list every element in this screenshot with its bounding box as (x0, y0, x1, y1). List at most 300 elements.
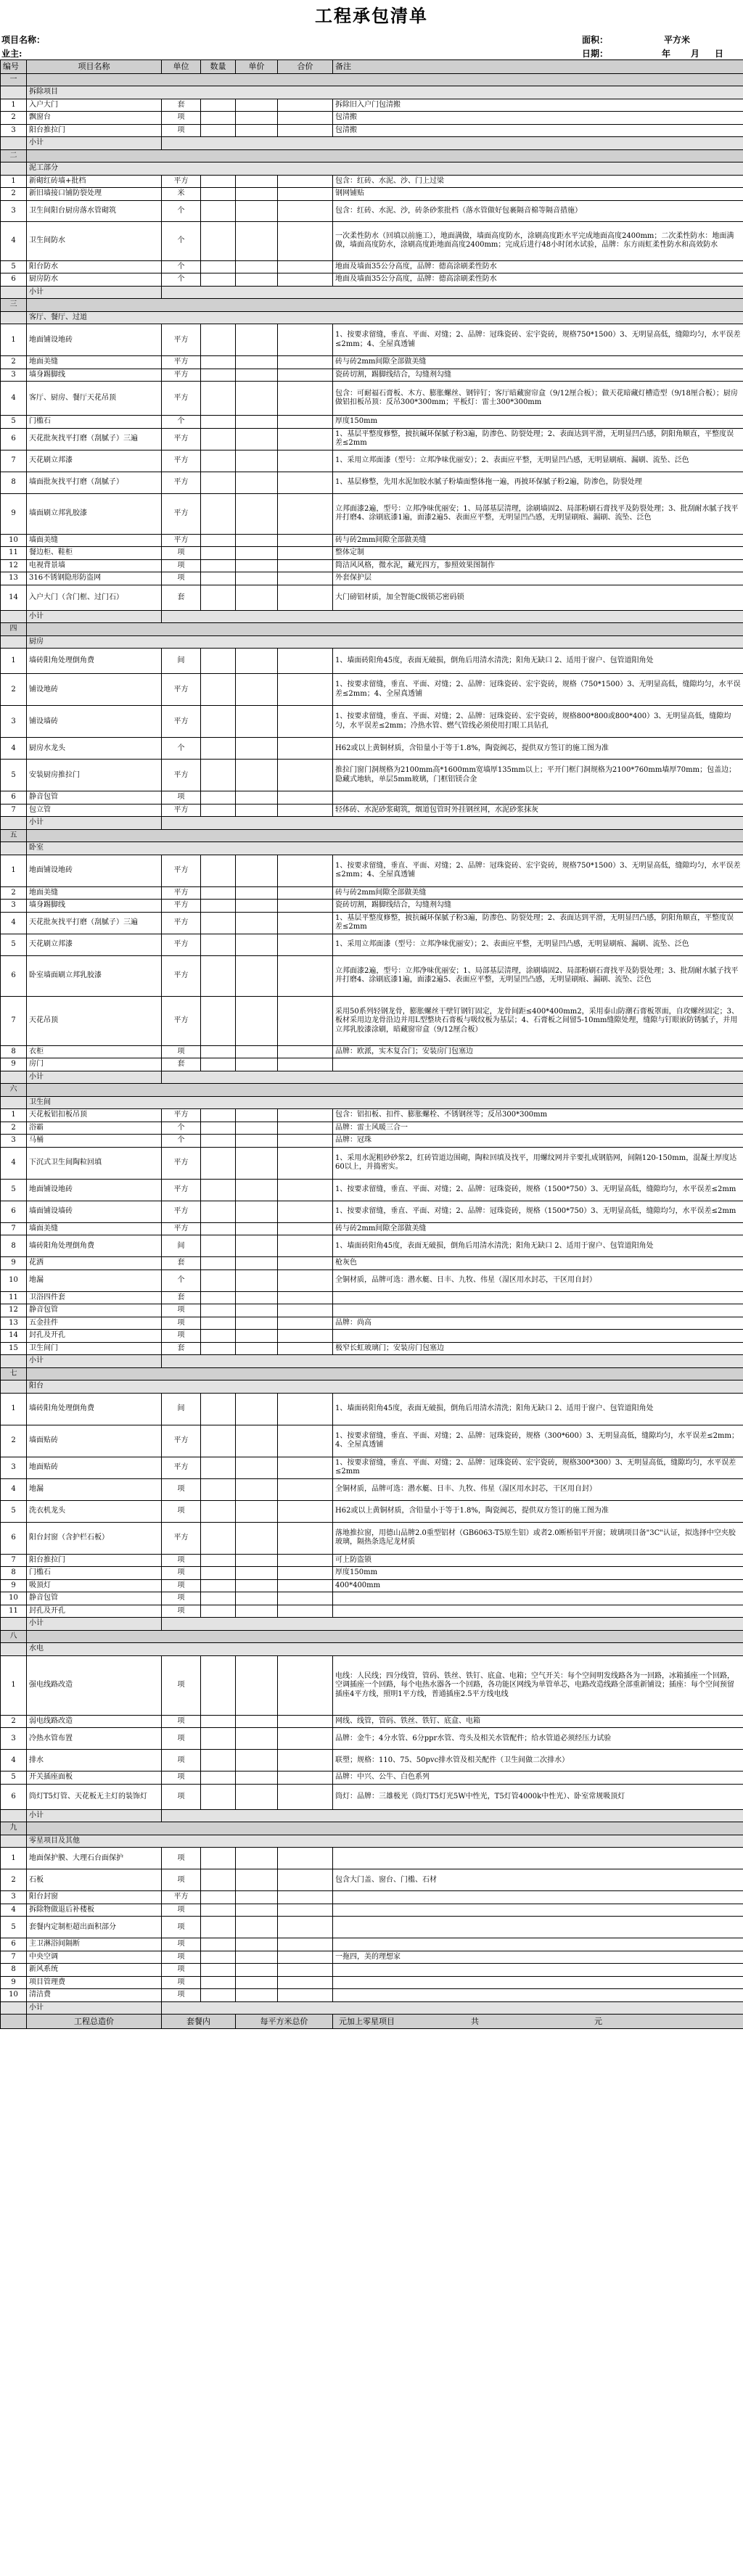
item-unit-price (236, 572, 278, 585)
item-unit-price (236, 1393, 278, 1425)
item-total-price (278, 1784, 333, 1809)
table-row (1, 534, 743, 547)
item-note (333, 1891, 743, 1904)
item-note: 枪灰色 (333, 1257, 743, 1270)
category-fill (27, 623, 743, 636)
item-unit-price (236, 1058, 278, 1071)
item-number: 10 (1, 1592, 27, 1605)
item-total-price (278, 534, 333, 547)
item-number: 8 (1, 1567, 27, 1580)
item-unit: 套 (162, 585, 201, 610)
grand-total-label: 工程总造价 (27, 2015, 162, 2029)
header-cell: 单位 (162, 60, 201, 74)
item-unit-price (236, 221, 278, 260)
item-unit: 套 (162, 1257, 201, 1270)
item-unit: 平方 (162, 493, 201, 534)
table-row (1, 200, 743, 221)
item-number: 1 (1, 1109, 27, 1122)
item-number: 6 (1, 955, 27, 996)
item-number: 5 (1, 260, 27, 273)
item-note: 外套保护层 (333, 572, 743, 585)
item-quantity (201, 1147, 236, 1179)
item-unit: 间 (162, 649, 201, 674)
item-number: 5 (1, 1500, 27, 1522)
item-name: 安装厨房推拉门 (27, 760, 162, 791)
item-name: 天花板铝扣板吊顶 (27, 1109, 162, 1122)
item-unit: 平方 (162, 356, 201, 369)
item-unit: 项 (162, 547, 201, 560)
item-total-price (278, 324, 333, 356)
item-note: 整体定制 (333, 547, 743, 560)
subsection-row (1, 842, 743, 855)
item-note: 1、墙面砖阳角45度，表面无破损，倒角后用清水清洗；阳角无缺口 2、适用于窗户、包管道阳角处 (333, 649, 743, 674)
table-row (1, 1304, 743, 1317)
subtotal-row (1, 610, 743, 623)
table-row (1, 1179, 743, 1201)
item-number: 9 (1, 1976, 27, 1989)
item-total-price (278, 188, 333, 201)
table-row (1, 416, 743, 429)
item-total-price (278, 1291, 333, 1304)
item-note: 砖与砖2mm间隙全部做美缝 (333, 1222, 743, 1235)
item-unit: 平方 (162, 472, 201, 493)
item-note: 钢网铺贴 (333, 188, 743, 201)
extra-label: 元加上零星项目 (339, 2017, 395, 2027)
item-name: 地面铺设地砖 (27, 1179, 162, 1201)
item-note: 简洁风风格，微水泥，藏光四方，参照效果图制作 (333, 559, 743, 572)
item-total-price (278, 1222, 333, 1235)
item-name: 阳台封窗 (27, 1891, 162, 1904)
table-row (1, 382, 743, 416)
item-note: 推拉门窗门洞规格为2100mm高*1600mm宽墙厚135mm以上；平开门框门洞规格为2100*760mm墙厚70mm；包盖边；隐藏式地轨，单层5mm玻璃，门框铝镁合金 (333, 760, 743, 791)
item-total-price (278, 356, 333, 369)
table-row (1, 1478, 743, 1500)
item-quantity (201, 450, 236, 472)
item-quantity (201, 1291, 236, 1304)
header-cell: 数量 (201, 60, 236, 74)
item-total-price (278, 99, 333, 112)
item-note (333, 1917, 743, 1938)
item-unit-price (236, 1605, 278, 1618)
item-name: 卫浴四件套 (27, 1291, 162, 1304)
per-sqm-label: 每平方米总价 (260, 2016, 308, 2026)
item-name: 餐边柜、鞋柜 (27, 547, 162, 560)
item-unit: 个 (162, 416, 201, 429)
item-quantity (201, 1179, 236, 1201)
item-number: 10 (1, 1989, 27, 2002)
table-row (1, 124, 743, 137)
item-quantity (201, 706, 236, 738)
item-unit-price (236, 1304, 278, 1317)
table-row (1, 912, 743, 934)
item-note: 1、基层修整，先用水泥加胶水腻子粉墙面整体拖一遍，再披环保腻子粉2遍，防渗色，防裂处理 (333, 472, 743, 493)
item-unit: 平方 (162, 934, 201, 955)
item-unit-price (236, 1045, 278, 1058)
item-unit-price (236, 760, 278, 791)
item-quantity (201, 1522, 236, 1554)
item-unit: 项 (162, 1304, 201, 1317)
item-quantity (201, 1201, 236, 1222)
table-row (1, 900, 743, 913)
table-row (1, 955, 743, 996)
item-name: 天花批灰找平打磨（刮腻子）三遍 (27, 428, 162, 450)
meta-row-1 (0, 32, 743, 46)
item-name: 新砌红砖墙+批档 (27, 175, 162, 188)
item-unit: 平方 (162, 760, 201, 791)
item-name: 衣柜 (27, 1045, 162, 1058)
item-unit: 项 (162, 1964, 201, 1977)
item-unit: 平方 (162, 1457, 201, 1478)
item-quantity (201, 493, 236, 534)
item-unit-price (236, 493, 278, 534)
item-name: 厨房水龙头 (27, 738, 162, 760)
item-unit-price (236, 188, 278, 201)
item-number: 4 (1, 221, 27, 260)
item-name: 墙面贴砖 (27, 1425, 162, 1457)
item-quantity (201, 1750, 236, 1771)
item-quantity (201, 572, 236, 585)
item-unit-price (236, 559, 278, 572)
item-total-price (278, 1201, 333, 1222)
subsection-row (1, 162, 743, 176)
item-unit-price (236, 934, 278, 955)
item-note: 地面及墙面35公分高度，品牌：德高涂刷柔性防水 (333, 260, 743, 273)
item-number: 3 (1, 1728, 27, 1750)
item-total-price (278, 1270, 333, 1291)
item-unit: 平方 (162, 804, 201, 817)
category-fill (27, 299, 743, 312)
subtotal-fill (162, 610, 743, 623)
item-unit: 项 (162, 1500, 201, 1522)
item-number: 4 (1, 1147, 27, 1179)
table-row (1, 1938, 743, 1951)
table-row (1, 1655, 743, 1715)
table-row (1, 1715, 743, 1728)
item-number: 14 (1, 585, 27, 610)
table-row (1, 1891, 743, 1904)
item-unit-price (236, 416, 278, 429)
item-quantity (201, 585, 236, 610)
item-quantity (201, 1951, 236, 1964)
category-row (1, 1367, 743, 1380)
item-quantity (201, 1715, 236, 1728)
table-row (1, 1291, 743, 1304)
table-row (1, 1771, 743, 1785)
item-unit: 项 (162, 1848, 201, 1869)
item-number: 9 (1, 1058, 27, 1071)
item-unit: 个 (162, 221, 201, 260)
table-row (1, 1270, 743, 1291)
item-unit-price (236, 99, 278, 112)
table-row (1, 1917, 743, 1938)
table-row (1, 450, 743, 472)
item-quantity (201, 1989, 236, 2002)
subtotal-label: 小计 (27, 1071, 162, 1084)
page-title: 工程承包清单 (315, 5, 428, 26)
item-name: 门槛石 (27, 416, 162, 429)
item-name: 墙面美缝 (27, 534, 162, 547)
table-row (1, 996, 743, 1045)
item-unit-price (236, 1592, 278, 1605)
item-number: 6 (1, 273, 27, 287)
item-name: 铺设墙砖 (27, 706, 162, 738)
item-number: 5 (1, 416, 27, 429)
subsection-row (1, 1643, 743, 1656)
item-name: 墙面批灰找平打磨（刮腻子） (27, 472, 162, 493)
item-quantity (201, 416, 236, 429)
item-number: 4 (1, 1750, 27, 1771)
item-unit: 套 (162, 1291, 201, 1304)
item-note (333, 1592, 743, 1605)
table-row (1, 674, 743, 706)
item-quantity (201, 1457, 236, 1478)
project-name-label: 项目名称： (1, 35, 46, 45)
subtotal-fill (162, 817, 743, 830)
item-unit-price (236, 855, 278, 886)
item-note: 砖与砖2mm间隙全部做美缝 (333, 356, 743, 369)
item-unit: 平方 (162, 1109, 201, 1122)
item-total-price (278, 1304, 333, 1317)
item-number: 2 (1, 188, 27, 201)
header-cell: 备注 (333, 60, 743, 74)
item-total-price (278, 1655, 333, 1715)
item-quantity (201, 738, 236, 760)
item-unit-price (236, 1425, 278, 1457)
item-total-price (278, 1964, 333, 1977)
item-note: 1、按要求留缝，垂直、平面、对缝；2、品牌：冠珠瓷砖，规格（300*600）3、无明显高低，缝隙均匀，水平误差≤2mm；4、全屋真透铺 (333, 1425, 743, 1457)
item-number: 8 (1, 1964, 27, 1977)
item-name: 墙身踢脚线 (27, 369, 162, 382)
item-quantity (201, 1655, 236, 1715)
item-total-price (278, 1317, 333, 1330)
item-number: 3 (1, 1457, 27, 1478)
item-total-price (278, 1058, 333, 1071)
item-unit-price (236, 996, 278, 1045)
item-name: 天花批灰找平打磨（刮腻子）三遍 (27, 912, 162, 934)
item-number: 1 (1, 99, 27, 112)
category-number: 三 (1, 299, 27, 312)
item-note: 品牌：金牛；4分水管、6分ppr水管、弯头及相关水管配件；给水管道必须经压力试验 (333, 1728, 743, 1750)
item-note: 地面及墙面35公分高度，品牌：德高涂刷柔性防水 (333, 273, 743, 287)
item-name: 新风系统 (27, 1964, 162, 1977)
subtotal-fill (162, 1809, 743, 1822)
table-row (1, 572, 743, 585)
item-number: 3 (1, 706, 27, 738)
item-unit: 项 (162, 1330, 201, 1343)
item-total-price (278, 493, 333, 534)
table-row (1, 1135, 743, 1148)
item-name: 浴霸 (27, 1122, 162, 1135)
subtotal-blank (1, 1618, 27, 1631)
item-total-price (278, 1917, 333, 1938)
item-number: 1 (1, 855, 27, 886)
item-name: 天花刷立邦漆 (27, 450, 162, 472)
item-quantity (201, 900, 236, 913)
table-row (1, 1147, 743, 1179)
item-total-price (278, 934, 333, 955)
item-note: 1、按要求留缝，垂直、平面、对缝；2、品牌：冠珠瓷砖、宏宇瓷砖，规格750*1500）3、无明显高低，缝隙均匀，水平误差≤2mm；4、全屋真透铺 (333, 324, 743, 356)
item-unit: 项 (162, 1771, 201, 1785)
item-number: 6 (1, 1201, 27, 1222)
item-quantity (201, 382, 236, 416)
item-quantity (201, 1605, 236, 1618)
subsection-row (1, 1835, 743, 1848)
table-row (1, 1784, 743, 1809)
header-cell: 项目名称 (27, 60, 162, 74)
item-total-price (278, 1938, 333, 1951)
contract-table (0, 59, 743, 2029)
subsection-blank (1, 842, 27, 855)
item-note (333, 1291, 743, 1304)
item-note: 联塑；规格：110、75、50pvc排水管及相关配件（卫生间做二次排水） (333, 1750, 743, 1771)
table-row (1, 1342, 743, 1355)
item-name: 卧室墙面刷立邦乳胶漆 (27, 955, 162, 996)
item-total-price (278, 1045, 333, 1058)
item-unit-price (236, 804, 278, 817)
item-unit: 米 (162, 188, 201, 201)
category-number: 九 (1, 1822, 27, 1835)
category-row (1, 149, 743, 162)
item-unit: 个 (162, 1135, 201, 1148)
subsection-blank (1, 162, 27, 176)
item-unit: 项 (162, 124, 201, 137)
item-unit-price (236, 1750, 278, 1771)
item-total-price (278, 585, 333, 610)
subtotal-blank (1, 2001, 27, 2015)
item-note: 品牌：中兴、公牛、白色系列 (333, 1771, 743, 1785)
category-fill (27, 1630, 743, 1643)
item-unit-price (236, 912, 278, 934)
item-unit-price (236, 1964, 278, 1977)
subtotal-blank (1, 137, 27, 150)
item-total-price (278, 1342, 333, 1355)
item-total-price (278, 382, 333, 416)
subtotal-row (1, 1071, 743, 1084)
owner-label: 业主: (1, 49, 22, 59)
item-name: 卫生间防水 (27, 221, 162, 260)
item-total-price (278, 760, 333, 791)
item-total-price (278, 260, 333, 273)
item-name: 墙面刷立邦乳胶漆 (27, 493, 162, 534)
item-unit-price (236, 1848, 278, 1869)
item-total-price (278, 855, 333, 886)
item-total-price (278, 1135, 333, 1148)
item-note: 厚度150mm (333, 1567, 743, 1580)
item-unit: 平方 (162, 912, 201, 934)
item-quantity (201, 1304, 236, 1317)
item-quantity (201, 175, 236, 188)
item-name: 墙砖阳角处理倒角费 (27, 1235, 162, 1257)
table-row (1, 1989, 743, 2002)
item-total-price (278, 112, 333, 125)
item-total-price (278, 1951, 333, 1964)
item-note: 立邦面漆2遍，型号：立邦净味优丽安；1、局部基层清理，涂刷墙固2、局部粉刷石膏找平及防裂处理；3、批刮耐水腻子找平并打磨4、涂刷底漆1遍，面漆2遍5、表面应平整，无明显凹凸感，无明显刷痕、漏刷、流坠、泛色 (333, 493, 743, 534)
item-quantity (201, 1478, 236, 1500)
subsection-title: 卫生间 (27, 1096, 743, 1109)
item-note: 大门磅铝材质，加全智能C级锁芯密码锁 (333, 585, 743, 610)
item-total-price (278, 1257, 333, 1270)
item-number: 14 (1, 1330, 27, 1343)
item-quantity (201, 649, 236, 674)
item-name: 五金挂件 (27, 1317, 162, 1330)
category-fill (27, 1084, 743, 1097)
item-number: 8 (1, 1235, 27, 1257)
item-quantity (201, 124, 236, 137)
item-number: 3 (1, 124, 27, 137)
table-row (1, 493, 743, 534)
item-name: 静音包管 (27, 791, 162, 805)
item-unit-price (236, 900, 278, 913)
item-total-price (278, 559, 333, 572)
item-total-price (278, 649, 333, 674)
item-quantity (201, 1891, 236, 1904)
subsection-row (1, 311, 743, 324)
item-quantity (201, 1964, 236, 1977)
item-unit-price (236, 260, 278, 273)
item-name: 墙身踢脚线 (27, 900, 162, 913)
subsection-title: 水电 (27, 1643, 743, 1656)
item-total-price (278, 804, 333, 817)
item-number: 6 (1, 428, 27, 450)
item-unit-price (236, 1222, 278, 1235)
table-row (1, 273, 743, 287)
item-unit: 项 (162, 1567, 201, 1580)
item-quantity (201, 886, 236, 900)
item-unit-price (236, 200, 278, 221)
item-unit: 个 (162, 1270, 201, 1291)
subsection-blank (1, 1380, 27, 1394)
category-fill (27, 1367, 743, 1380)
subtotal-label: 小计 (27, 610, 162, 623)
item-total-price (278, 1554, 333, 1567)
table-row (1, 1579, 743, 1592)
item-unit: 平方 (162, 534, 201, 547)
item-quantity (201, 1109, 236, 1122)
category-row (1, 1822, 743, 1835)
item-unit: 平方 (162, 1522, 201, 1554)
item-number: 6 (1, 1938, 27, 1951)
item-number: 2 (1, 356, 27, 369)
item-unit-price (236, 534, 278, 547)
item-unit: 项 (162, 1904, 201, 1917)
table-row (1, 1750, 743, 1771)
item-unit-price (236, 738, 278, 760)
item-number: 7 (1, 996, 27, 1045)
item-total-price (278, 175, 333, 188)
item-unit-price (236, 1500, 278, 1522)
item-total-price (278, 674, 333, 706)
table-row (1, 791, 743, 805)
item-unit: 项 (162, 1579, 201, 1592)
subtotal-blank (1, 1809, 27, 1822)
item-unit-price (236, 547, 278, 560)
table-row (1, 559, 743, 572)
item-number: 6 (1, 1784, 27, 1809)
subtotal-blank (1, 610, 27, 623)
item-unit: 平方 (162, 706, 201, 738)
table-row (1, 428, 743, 450)
item-total-price (278, 428, 333, 450)
table-row (1, 1317, 743, 1330)
item-number: 13 (1, 1317, 27, 1330)
item-total-price (278, 416, 333, 429)
item-unit-price (236, 1291, 278, 1304)
item-name: 清洁费 (27, 1989, 162, 2002)
table-row (1, 649, 743, 674)
table-row (1, 855, 743, 886)
table-row (1, 1567, 743, 1580)
table-row (1, 1728, 743, 1750)
